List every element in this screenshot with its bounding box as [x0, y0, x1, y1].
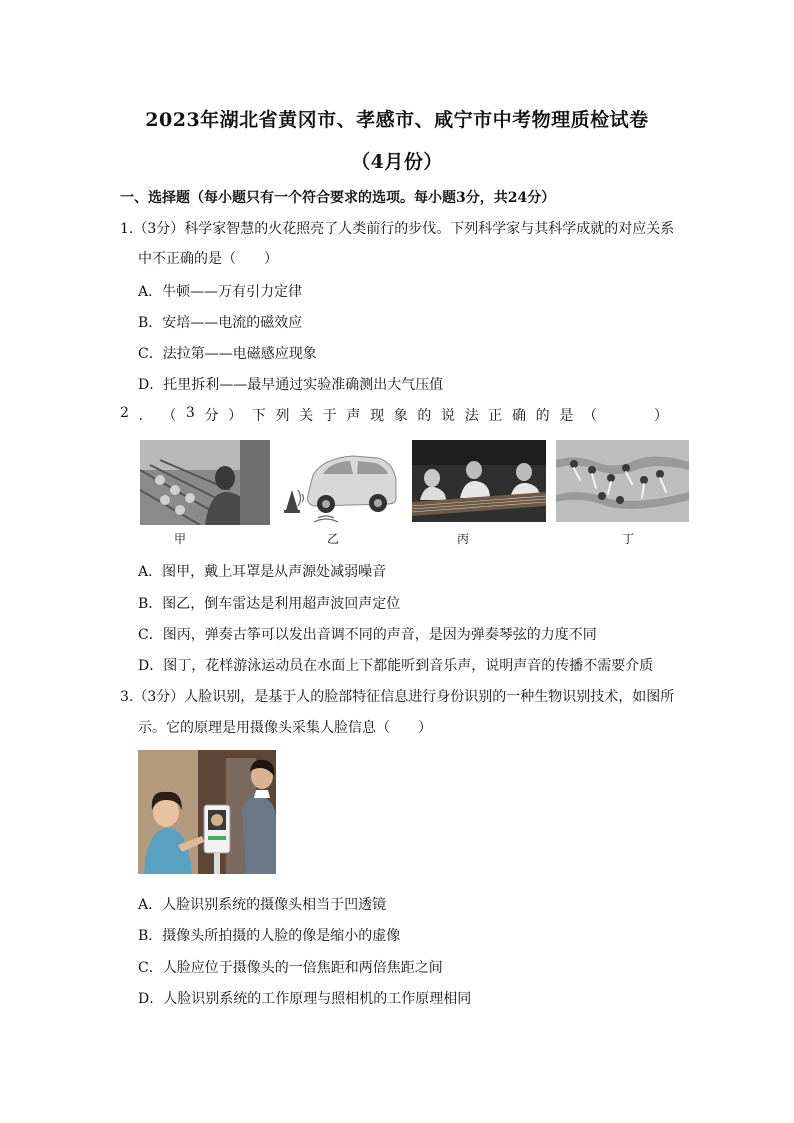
q3-image-face-recognition — [138, 750, 276, 874]
q2-stem-char: 现 — [370, 408, 385, 424]
q2-stem-char: 法 — [464, 408, 479, 424]
q2-stem-char — [607, 405, 621, 425]
q2-stem-char: （ — [162, 408, 177, 424]
q2-image-bing — [412, 440, 546, 522]
page-title: 2023年湖北省黄冈市、孝感市、咸宁市中考物理质检试卷 — [145, 109, 649, 131]
section-heading: 一、选择题（每小题只有一个符合要求的选项。每小题3分，共24分） — [120, 190, 556, 206]
q2-option-c: C．图丙，弹奏古筝可以发出音调不同的声音，是因为弹奏琴弦的力度不同 — [138, 627, 597, 643]
q1-option-c: C．法拉第——电磁感应现象 — [138, 346, 317, 362]
q2-stem-char: 关 — [299, 408, 314, 424]
q2-stem-char: 象 — [393, 408, 408, 424]
q2-stem-char: 是 — [559, 408, 574, 424]
q2-stem-char: ） — [653, 408, 668, 424]
q2-stem-char: ） — [228, 408, 243, 424]
q1-option-d: D．托里拆利——最早通过实验准确测出大气压值 — [138, 377, 444, 393]
q2-stem-char: 列 — [275, 408, 290, 424]
q2-option-a: A．图甲，戴上耳罩是从声源处减弱噪音 — [138, 564, 387, 580]
q2-caption-jia: 甲 — [173, 532, 186, 546]
q2-caption-ding: 丁 — [621, 532, 634, 546]
q2-option-b: B．图乙，倒车雷达是利用超声波回声定位 — [138, 596, 401, 612]
q2-stem-char: 正 — [488, 408, 503, 424]
q2-stem-char: 确 — [512, 408, 526, 424]
q2-stem-char — [630, 405, 644, 425]
q3-option-b: B．摄像头所拍摄的人脸的像是缩小的虚像 — [138, 928, 401, 944]
q2-image-yi — [278, 440, 400, 525]
q3-option-a: A．人脸识别系统的摄像头相当于凹透镜 — [138, 897, 387, 913]
q3-stem-line2: 示。它的原理是用摄像头采集人脸信息（ ） — [138, 720, 432, 736]
q2-image-jia — [140, 440, 270, 525]
q2-stem-char: ． — [138, 408, 153, 424]
q2-stem-char: （ — [582, 408, 597, 424]
q1-stem-line1: 1.（3分）科学家智慧的火花照亮了人类前行的步伐。下列科学家与其科学成就的对应关系 — [120, 221, 675, 237]
q2-stem-char: 的 — [417, 408, 432, 424]
q1-option-a: A．牛顿——万有引力定律 — [138, 284, 303, 300]
page-subtitle: （4月份） — [351, 151, 443, 173]
q3-stem-line1: 3.（3分）人脸识别，是基于人的脸部特征信息进行身份识别的一种生物识别技术，如图所 — [120, 689, 675, 705]
q2-stem-char: 的 — [535, 408, 550, 424]
q2-stem-char: 下 — [251, 408, 266, 424]
q2-stem — [120, 405, 668, 425]
q2-stem-char: 分 — [204, 408, 219, 424]
q2-image-ding — [556, 440, 689, 522]
q2-stem-char: 于 — [322, 408, 337, 424]
q2-option-d: D．图丁，花样游泳运动员在水面上下都能听到音乐声，说明声音的传播不需要介质 — [138, 658, 654, 674]
q2-stem-char: 2 — [120, 405, 129, 421]
q1-option-b: B．安培——电流的磁效应 — [138, 315, 303, 331]
q2-stem-char: 3 — [185, 405, 195, 421]
q2-stem-char: 说 — [441, 408, 456, 424]
q2-caption-bing: 丙 — [456, 532, 469, 546]
q3-option-c: C．人脸应位于摄像头的一倍焦距和两倍焦距之间 — [138, 960, 443, 976]
q2-stem-char: 声 — [346, 408, 361, 424]
q1-stem-line2: 中不正确的是（ ） — [138, 251, 278, 267]
q2-caption-yi: 乙 — [326, 532, 339, 546]
q3-option-d: D．人脸识别系统的工作原理与照相机的工作原理相同 — [138, 991, 472, 1007]
